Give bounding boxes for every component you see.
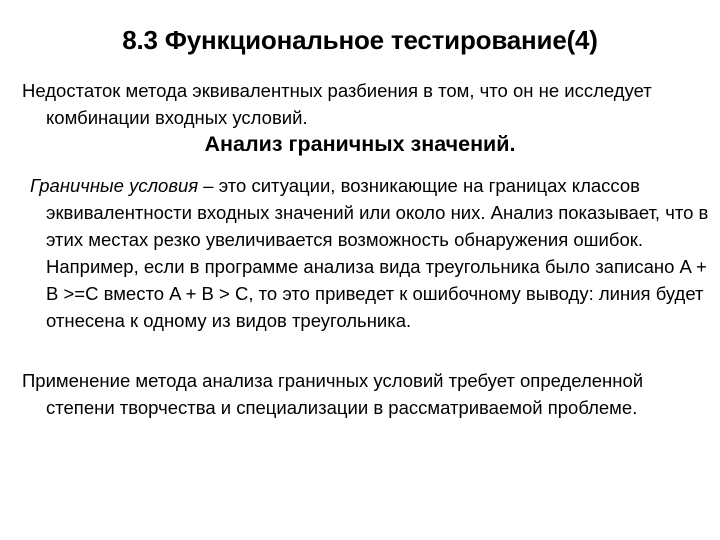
boundary-conditions-text: – это ситуации, возникающие на границах классов эквивалентности входных значений или около них. Анализ показывает, что в этих местах резко увеличивается возможность обнаружения ошибок. Например, если в программе анализа вида треугольника было записано A + B >=C вместо A + B > C, то это приведет к ошибочному выводу: линия будет отнесена к одному из видов треугольника. xyxy=(46,175,709,331)
paragraph-method-application: Применение метода анализа граничных условий требует определенной степени творчества и специализации в рассматриваемой проблеме. xyxy=(22,370,644,418)
slide-title: 8.3 Функциональное тестирование(4) xyxy=(122,25,598,55)
section-heading: Анализ граничных значений. xyxy=(204,132,516,156)
paragraph-boundary-conditions xyxy=(30,172,710,334)
boundary-conditions-term: Граничные условия xyxy=(30,175,199,196)
paragraph-equivalence-drawback: Недостаток метода эквивалентных разбиения в том, что он не исследует комбинации входных условий. xyxy=(22,80,652,128)
